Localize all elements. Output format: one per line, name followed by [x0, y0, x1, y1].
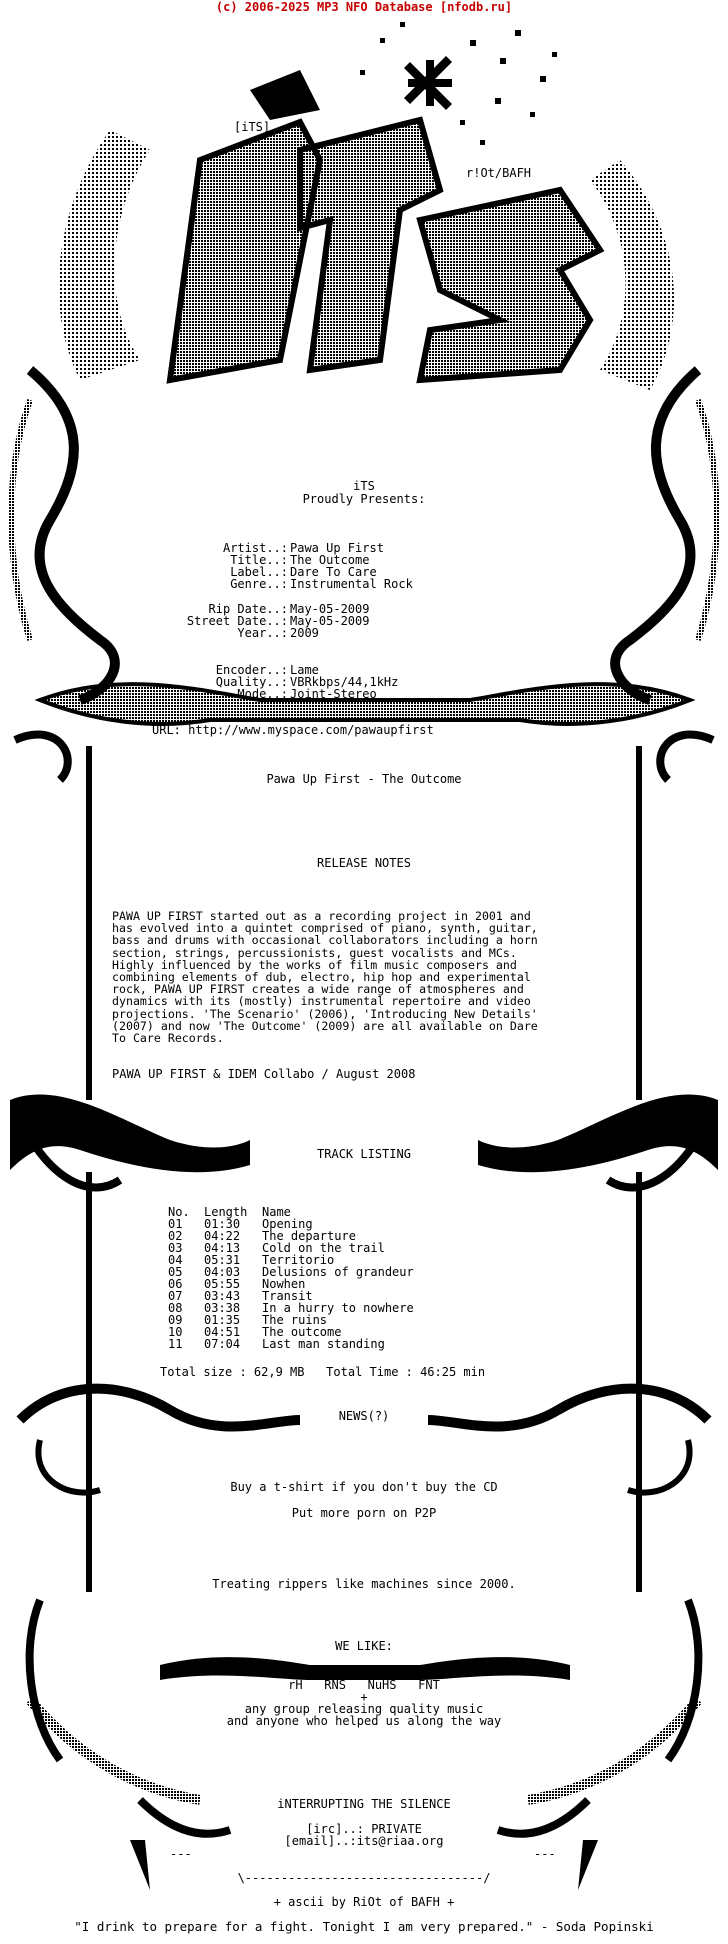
- track-length: 05:55: [204, 1277, 241, 1291]
- release-notes-footer: PAWA UP FIRST & IDEM Collabo / August 2008: [112, 1067, 416, 1081]
- info-value: VBRkbps/44,1kHz: [290, 675, 399, 689]
- track-name: Cold on the trail: [262, 1241, 385, 1255]
- release-title: Pawa Up First - The Outcome: [266, 772, 462, 786]
- footer-left-dash: ---: [170, 1847, 192, 1861]
- info-key: Mode..:: [237, 687, 288, 701]
- track-no: 08: [168, 1301, 183, 1315]
- info-key: Genre..:: [230, 577, 288, 591]
- info-key: Rip Date..:: [208, 602, 288, 616]
- track-name: Opening: [262, 1217, 313, 1231]
- news-line: Buy a t-shirt if you don't buy the CD: [230, 1480, 498, 1494]
- track-totals: Total size : 62,9 MB Total Time : 46:25 min: [160, 1365, 486, 1379]
- track-name: The departure: [262, 1229, 356, 1243]
- track-length: 04:13: [204, 1241, 241, 1255]
- upper-frame: [11, 370, 717, 700]
- we-like-line: any group releasing quality music: [244, 1702, 484, 1716]
- info-key: Street Date..:: [186, 614, 288, 628]
- info-value: Dare To Care: [290, 565, 377, 579]
- footer-right-dash: ---: [534, 1847, 556, 1861]
- col-no: No.: [168, 1205, 190, 1219]
- track-length: 04:03: [204, 1265, 241, 1279]
- section-news: NEWS(?): [338, 1409, 390, 1423]
- footer-email: [email]..:its@riaa.org: [284, 1834, 444, 1848]
- track-length: 07:04: [204, 1337, 241, 1351]
- section-release-notes: RELEASE NOTES: [317, 856, 411, 870]
- news-line: Treating rippers like machines since 2000.: [212, 1577, 516, 1591]
- group-tag: [iTS]: [234, 120, 271, 134]
- footer-rule: \---------------------------------/: [237, 1871, 491, 1885]
- track-no: 03: [168, 1241, 183, 1255]
- info-value: May-05-2009: [290, 614, 370, 628]
- news-line: Put more porn on P2P: [291, 1506, 437, 1520]
- track-name: Delusions of grandeur: [262, 1265, 414, 1279]
- artist-credit: r!Ot/BAFH: [466, 166, 532, 180]
- track-length: 01:35: [204, 1313, 241, 1327]
- info-key: Year..:: [237, 626, 288, 640]
- news-banner: [20, 1389, 708, 1493]
- info-value: 2009: [290, 626, 319, 640]
- site-header: (c) 2006-2025 MP3 NFO Database [nfodb.ru]: [215, 0, 513, 14]
- footer-irc: [irc]..: PRIVATE: [306, 1822, 422, 1836]
- url-line: URL: http://www.myspace.com/pawaupfirst: [152, 723, 434, 737]
- track-length: 01:30: [204, 1217, 241, 1231]
- track-no: 07: [168, 1289, 183, 1303]
- presents-line: Proudly Presents:: [302, 492, 426, 506]
- track-length: 04:22: [204, 1229, 241, 1243]
- info-value: Joint-Stereo: [290, 687, 377, 701]
- track-length: 03:38: [204, 1301, 241, 1315]
- we-like-plus: +: [360, 1690, 368, 1704]
- track-no: 11: [168, 1337, 183, 1351]
- track-length: 05:31: [204, 1253, 241, 1267]
- section-track-listing: TRACK LISTING: [317, 1147, 411, 1161]
- bottom-ornament: [30, 1700, 698, 1890]
- info-value: Pawa Up First: [290, 541, 384, 555]
- track-no: 05: [168, 1265, 183, 1279]
- col-name: Name: [262, 1205, 291, 1219]
- info-value: Lame: [290, 663, 319, 677]
- info-value: The Outcome: [290, 553, 370, 567]
- info-key: Label..:: [230, 565, 288, 579]
- section-we-like: WE LIKE:: [335, 1639, 393, 1653]
- info-value: May-05-2009: [290, 602, 370, 616]
- we-like-groups: rH RNS NuHS FNT: [288, 1678, 440, 1692]
- closing-quote: "I drink to prepare for a fight. Tonight I am very prepared." - Soda Popinski: [74, 1919, 654, 1934]
- release-notes-body: PAWA UP FIRST started out as a recording project in 2001 and has evolved into a quintet comprised of piano, synth, guitar, bass and drums with occasional collaborators including a horn section, strings, percussionists, guest vocalists and MCs. Highly influenced by the works of film music composers and combining elements of dub, electro, hip hop and experimental rock, PAWA UP FIRST creates a wide range of atmospheres and dynamics with its (mostly) instrumental repertoire and video projections. 'The Scenario' (2006), 'Introducing New Details' (2007) and now 'The Outcome' (2009) are all available on Dare To Care Records.: [112, 909, 538, 1046]
- track-name: In a hurry to nowhere: [262, 1301, 414, 1315]
- info-key: Quality..:: [215, 675, 288, 689]
- info-value: Instrumental Rock: [290, 577, 413, 591]
- track-name: The outcome: [262, 1325, 342, 1339]
- footer-title: iNTERRUPTING THE SILENCE: [277, 1797, 451, 1811]
- track-length: 03:43: [204, 1289, 241, 1303]
- track-no: 01: [168, 1217, 183, 1231]
- track-name: Territorio: [262, 1253, 335, 1267]
- table-row: [168, 1338, 385, 1350]
- col-length: Length: [204, 1205, 248, 1219]
- info-key: Artist..:: [222, 541, 288, 555]
- track-no: 10: [168, 1325, 183, 1339]
- track-no: 09: [168, 1313, 183, 1327]
- info-key: Title..:: [230, 553, 288, 567]
- track-no: 02: [168, 1229, 183, 1243]
- track-no: 06: [168, 1277, 183, 1291]
- track-no: 04: [168, 1253, 183, 1267]
- info-key: Encoder..:: [215, 663, 288, 677]
- track-name: Transit: [262, 1289, 313, 1303]
- track-name: The ruins: [262, 1313, 328, 1327]
- track-name: Nowhen: [262, 1277, 306, 1291]
- its-logo: [59, 70, 674, 390]
- track-listing-banner: [10, 1095, 718, 1188]
- group-name: iTS: [353, 479, 375, 493]
- track-name: Last man standing: [262, 1337, 385, 1351]
- footer-credit: + ascii by RiOt of BAFH +: [273, 1895, 455, 1909]
- track-length: 04:51: [204, 1325, 241, 1339]
- we-like-line: and anyone who helped us along the way: [226, 1714, 502, 1728]
